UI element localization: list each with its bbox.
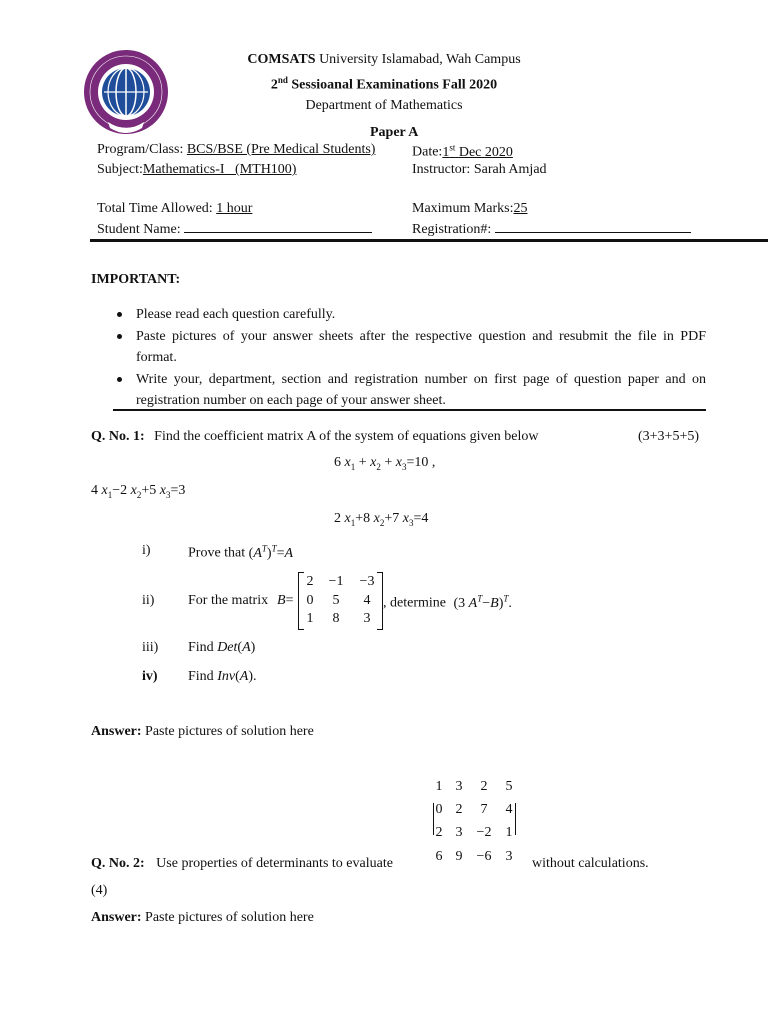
transpose-expression: $(A^T)^T=A$	[248, 543, 294, 561]
equation-3: 2 $x_1+8$ $x_2+7$ $x_3=4$	[334, 511, 429, 528]
q1-part-iii-num: iii)	[142, 640, 159, 655]
matrix-b-cell: −3	[359, 574, 375, 589]
student-name-field[interactable]	[184, 220, 372, 233]
header-divider	[90, 239, 768, 242]
date-label: Date:	[412, 144, 443, 160]
q1-part-iii-text: Find	[188, 640, 214, 655]
date-suffix: st	[449, 142, 456, 152]
university-name	[0, 50, 768, 70]
instructor-label: Instructor:	[412, 162, 471, 177]
university-name-rest: University Islamabad, Wah Campus	[319, 52, 521, 67]
university-name-bold: COMSATS	[247, 52, 316, 67]
important-item-1: Please read each question carefully.	[136, 307, 336, 322]
bullet-icon	[117, 312, 122, 317]
determinant-cell: 3	[505, 849, 513, 864]
determinant-cell: 6	[435, 849, 443, 864]
matrix-b-label: B=	[277, 593, 294, 608]
q2-answer-text: Paste pictures of solution here	[145, 910, 314, 925]
determinant-cell: 5	[505, 779, 513, 794]
q1-part-iv-text: Find	[188, 669, 214, 684]
important-divider	[113, 409, 706, 411]
q1-label: Q. No. 1:	[91, 429, 145, 444]
program-label: Program/Class:	[97, 142, 184, 157]
q1-part-ii-after: , determine	[383, 595, 446, 611]
exam-title-rest: Sessioanal Examinations Fall 2020	[291, 77, 498, 93]
equation-1: 6 $x_1 + x_2 + x_3=10$ ,	[334, 455, 436, 472]
program-value: BCS/BSE (Pre Medical Students)	[186, 142, 376, 157]
exam-header	[0, 50, 768, 116]
q2-answer	[91, 910, 314, 926]
paper-label: Paper A	[370, 125, 419, 140]
registration-row	[412, 220, 691, 238]
q1-answer	[91, 724, 314, 740]
q1-part-iii: Find Det(A)	[188, 640, 256, 655]
important-item-2: Paste pictures of your answer sheets after the respective question and resubmit the file in PDF format.	[136, 329, 706, 365]
determinant-cell: 7	[480, 802, 488, 817]
q1-marks: (3+3+5+5)	[638, 429, 700, 444]
determinant-cell: −6	[476, 849, 492, 864]
exam-ordinal: 2	[270, 77, 278, 93]
important-heading: IMPORTANT:	[91, 272, 181, 287]
matrix-b-cell: 3	[363, 611, 371, 626]
important-item-3: Write your, department, section and registration number on first page of question paper and on registration number on each page of your answer sheet.	[136, 372, 706, 408]
determinant-cell: 2	[455, 802, 463, 817]
det-expression: Det	[217, 640, 238, 655]
q1-text: Find the coefficient matrix A of the system of equations given below	[154, 429, 539, 444]
q2-answer-label: Answer:	[91, 910, 142, 925]
q1-answer-text: Paste pictures of solution here	[145, 724, 314, 739]
determinant-cell: 4	[505, 802, 513, 817]
time-value: 1 hour	[216, 201, 253, 216]
q1-part-i-text: Prove that	[188, 545, 246, 561]
determinant-cell: 9	[455, 849, 463, 864]
matrix-b-cell: 1	[306, 611, 314, 626]
determinant-cell: 2	[435, 825, 443, 840]
bullet-icon	[117, 377, 122, 382]
subject-row	[97, 162, 296, 178]
q2-text: Use properties of determinants to evaluate	[156, 856, 393, 871]
determinant-cell: 3	[455, 825, 463, 840]
matrix-b-cell: 5	[332, 593, 340, 608]
q1-part-iv: Find Inv(A).	[188, 669, 257, 684]
equation-2: 4 $x_1-2$ $x_2+5$ $x_3=3$	[91, 483, 186, 500]
program-row	[97, 142, 375, 158]
time-row	[97, 201, 252, 217]
matrix-b-cell: 2	[306, 574, 314, 589]
exam-title	[0, 70, 768, 96]
q1-part-ii-text: For the matrix	[188, 593, 269, 608]
q1-part-i	[188, 543, 293, 562]
marks-row	[412, 201, 528, 217]
determine-expression: (3 $A^T-B)^T$.	[453, 593, 512, 611]
date-row	[412, 142, 513, 161]
bullet-icon	[117, 334, 122, 339]
exam-ordinal-suffix: nd	[277, 75, 288, 85]
q2-heading	[91, 856, 393, 872]
q2-label: Q. No. 2:	[91, 856, 145, 871]
matrix-b-cell: 0	[306, 593, 314, 608]
q1-part-ii-num: ii)	[142, 593, 155, 608]
department-name: Department of Mathematics	[305, 97, 463, 113]
date-day: 1	[442, 144, 450, 160]
inv-expression: Inv	[217, 669, 236, 684]
matrix-b-cell: 4	[363, 593, 371, 608]
registration-field[interactable]	[495, 220, 691, 233]
date-value	[442, 142, 513, 160]
determinant-cell: 0	[435, 802, 443, 817]
q1-part-i-num: i)	[142, 543, 151, 558]
q2-marks: (4)	[91, 883, 108, 898]
marks-label: Maximum Marks:	[412, 201, 514, 216]
determinant-cell: 3	[455, 779, 463, 794]
determinant-cell: 2	[480, 779, 488, 794]
instructor-value: Sarah Amjad	[473, 162, 547, 177]
matrix-b-cell: 8	[332, 611, 340, 626]
q1-part-iv-num: iv)	[142, 669, 158, 684]
student-name-row	[97, 220, 372, 238]
student-name-label: Student Name:	[97, 222, 181, 237]
subject-value: Mathematics-I (MTH100)	[142, 162, 297, 177]
q2-after-text: without calculations.	[532, 856, 649, 871]
matrix-b-cell: −1	[328, 574, 344, 589]
determinant-cell: 1	[435, 779, 443, 794]
marks-value: 25	[513, 201, 528, 216]
q1-part-ii-determine	[383, 593, 512, 612]
determinant-cell: 1	[505, 825, 513, 840]
instructor-row	[412, 162, 547, 178]
time-label: Total Time Allowed:	[97, 201, 213, 216]
registration-label: Registration#:	[412, 222, 492, 237]
determinant-cell: −2	[476, 825, 492, 840]
q1-answer-label: Answer:	[91, 724, 142, 739]
q1-heading	[91, 429, 538, 445]
date-rest: Dec 2020	[458, 144, 513, 160]
subject-label: Subject:	[97, 162, 143, 177]
